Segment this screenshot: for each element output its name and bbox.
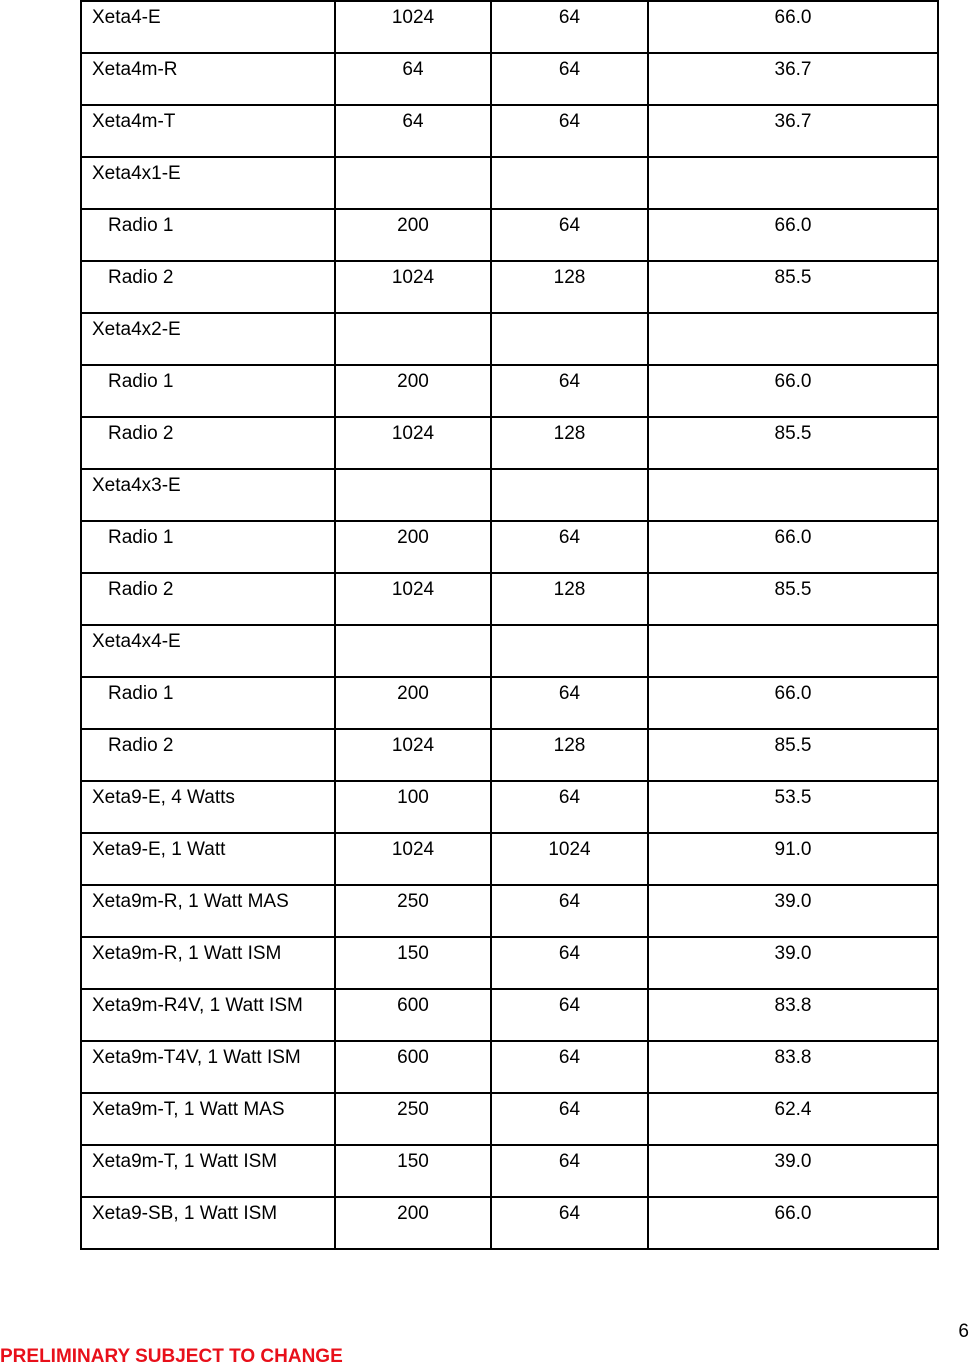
column-4-cell [648, 1197, 938, 1249]
column-4-cell [648, 937, 938, 989]
model-name-cell-text: Xeta9m-T, 1 Watt MAS [92, 1099, 285, 1120]
column-3-cell-text: 128 [553, 267, 586, 288]
column-4-cell-text: 39.0 [774, 1151, 812, 1172]
column-4-cell-text: 53.5 [774, 787, 812, 808]
model-name-cell [81, 1041, 335, 1093]
column-4-cell [648, 573, 938, 625]
column-2-cell-text [336, 470, 490, 474]
model-name-cell-text: Xeta4x4-E [92, 631, 181, 652]
column-3-cell [491, 313, 648, 365]
column-3-cell-text: 64 [558, 1047, 581, 1068]
column-4-cell [648, 53, 938, 105]
column-3-cell-text: 64 [558, 787, 581, 808]
column-4-cell-text: 85.5 [774, 423, 812, 444]
model-name-cell-text: Radio 1 [108, 527, 174, 548]
model-name-cell [81, 885, 335, 937]
column-4-cell-text [649, 470, 937, 474]
table-row [81, 1, 938, 53]
model-name-cell-text: Radio 2 [108, 423, 174, 444]
column-2-cell-text: 250 [397, 891, 429, 912]
column-4-cell [648, 105, 938, 157]
model-name-cell-text: Xeta9m-R, 1 Watt ISM [92, 943, 282, 964]
column-4-cell-text [649, 314, 937, 318]
model-name-cell [81, 573, 335, 625]
column-2-cell [335, 781, 491, 833]
model-name-cell [81, 1, 335, 53]
column-2-cell [335, 1, 491, 53]
column-4-cell-text: 83.8 [774, 1047, 812, 1068]
column-3-cell-text [492, 470, 647, 474]
column-4-cell-text: 83.8 [774, 995, 812, 1016]
table-row [81, 1197, 938, 1249]
column-3-cell [491, 729, 648, 781]
column-3-cell-text: 64 [558, 1203, 581, 1224]
table-body [81, 1, 938, 1249]
column-2-cell [335, 53, 491, 105]
column-2-cell [335, 833, 491, 885]
model-name-cell [81, 105, 335, 157]
column-4-cell-text: 66.0 [774, 215, 812, 236]
column-3-cell [491, 625, 648, 677]
column-4-cell-text: 85.5 [774, 735, 812, 756]
column-2-cell-text [336, 626, 490, 630]
column-3-cell-text: 64 [558, 111, 581, 132]
column-4-cell-text: 36.7 [774, 59, 812, 80]
column-4-cell [648, 989, 938, 1041]
model-name-cell-text: Xeta4m-T [92, 111, 176, 132]
preliminary-notice: PRELIMINARY SUBJECT TO CHANGE [0, 1346, 343, 1367]
table-row [81, 885, 938, 937]
table-row [81, 833, 938, 885]
column-2-cell [335, 417, 491, 469]
column-3-cell [491, 937, 648, 989]
table-row [81, 1041, 938, 1093]
column-3-cell-text [492, 158, 647, 162]
column-2-cell [335, 521, 491, 573]
table-row [81, 209, 938, 261]
column-3-cell [491, 53, 648, 105]
column-4-cell-text [649, 626, 937, 630]
column-4-cell-text: 39.0 [774, 891, 812, 912]
column-4-cell-text: 66.0 [774, 1203, 812, 1224]
column-2-cell-text: 1024 [391, 267, 435, 288]
column-2-cell-text: 600 [397, 1047, 429, 1068]
spec-table [80, 0, 939, 1250]
table-row [81, 53, 938, 105]
column-2-cell [335, 885, 491, 937]
column-2-cell-text: 200 [397, 683, 429, 704]
model-name-cell-text: Xeta4-E [92, 7, 161, 28]
column-4-cell [648, 261, 938, 313]
column-4-cell-text: 62.4 [774, 1099, 812, 1120]
column-3-cell [491, 833, 648, 885]
model-name-cell [81, 209, 335, 261]
column-4-cell [648, 625, 938, 677]
column-4-cell [648, 885, 938, 937]
column-4-cell-text: 39.0 [774, 943, 812, 964]
column-3-cell-text: 128 [553, 735, 586, 756]
column-4-cell [648, 417, 938, 469]
column-3-cell-text: 64 [558, 943, 581, 964]
model-name-cell-text: Radio 2 [108, 579, 174, 600]
column-3-cell-text: 64 [558, 7, 581, 28]
column-3-cell [491, 157, 648, 209]
column-2-cell [335, 365, 491, 417]
table-row [81, 313, 938, 365]
column-4-cell [648, 521, 938, 573]
column-3-cell [491, 677, 648, 729]
column-3-cell [491, 365, 648, 417]
column-4-cell [648, 469, 938, 521]
column-3-cell [491, 885, 648, 937]
column-4-cell [648, 781, 938, 833]
model-name-cell [81, 989, 335, 1041]
column-3-cell [491, 1, 648, 53]
column-3-cell-text: 64 [558, 215, 581, 236]
table-row [81, 677, 938, 729]
column-4-cell [648, 1, 938, 53]
column-4-cell [648, 1041, 938, 1093]
table-row [81, 729, 938, 781]
column-3-cell-text: 64 [558, 1099, 581, 1120]
column-4-cell-text: 36.7 [774, 111, 812, 132]
column-2-cell [335, 677, 491, 729]
model-name-cell-text: Radio 1 [108, 683, 174, 704]
table-row [81, 573, 938, 625]
model-name-cell [81, 417, 335, 469]
column-2-cell [335, 209, 491, 261]
column-4-cell [648, 1093, 938, 1145]
column-3-cell [491, 521, 648, 573]
column-4-cell-text: 66.0 [774, 371, 812, 392]
table-row [81, 625, 938, 677]
column-3-cell [491, 209, 648, 261]
column-3-cell-text: 128 [553, 579, 586, 600]
column-2-cell [335, 1041, 491, 1093]
column-2-cell-text: 1024 [391, 423, 435, 444]
model-name-cell [81, 781, 335, 833]
column-3-cell [491, 781, 648, 833]
model-name-cell-text: Xeta9m-R, 1 Watt MAS [92, 891, 289, 912]
model-name-cell [81, 1093, 335, 1145]
column-2-cell [335, 1093, 491, 1145]
column-3-cell-text: 64 [558, 527, 581, 548]
column-2-cell [335, 105, 491, 157]
column-3-cell-text: 64 [558, 59, 581, 80]
column-2-cell [335, 1145, 491, 1197]
model-name-cell [81, 833, 335, 885]
column-4-cell [648, 209, 938, 261]
model-name-cell [81, 313, 335, 365]
column-3-cell [491, 573, 648, 625]
column-2-cell-text: 600 [397, 995, 429, 1016]
model-name-cell [81, 469, 335, 521]
column-3-cell-text: 64 [558, 371, 581, 392]
model-name-cell-text: Xeta9m-T4V, 1 Watt ISM [92, 1047, 301, 1068]
model-name-cell [81, 937, 335, 989]
column-2-cell [335, 729, 491, 781]
column-2-cell-text: 1024 [391, 579, 435, 600]
column-2-cell [335, 573, 491, 625]
column-2-cell [335, 313, 491, 365]
column-2-cell-text [336, 314, 490, 318]
table-row [81, 1145, 938, 1197]
model-name-cell [81, 365, 335, 417]
model-name-cell [81, 521, 335, 573]
column-2-cell [335, 937, 491, 989]
column-3-cell-text: 1024 [548, 839, 591, 860]
column-2-cell [335, 261, 491, 313]
model-name-cell-text: Radio 1 [108, 371, 174, 392]
model-name-cell [81, 625, 335, 677]
model-name-cell [81, 261, 335, 313]
model-name-cell-text: Xeta4x3-E [92, 475, 181, 496]
model-name-cell [81, 157, 335, 209]
column-3-cell-text: 64 [558, 891, 581, 912]
column-2-cell-text: 64 [402, 111, 424, 132]
column-2-cell-text: 100 [397, 787, 429, 808]
column-2-cell [335, 157, 491, 209]
model-name-cell-text: Radio 1 [108, 215, 174, 236]
model-name-cell-text: Xeta9m-R4V, 1 Watt ISM [92, 995, 303, 1016]
column-3-cell-text: 64 [558, 995, 581, 1016]
column-2-cell-text: 200 [397, 527, 429, 548]
column-4-cell [648, 313, 938, 365]
column-3-cell [491, 105, 648, 157]
table-row [81, 1093, 938, 1145]
model-name-cell-text: Xeta9-SB, 1 Watt ISM [92, 1203, 278, 1224]
column-2-cell [335, 989, 491, 1041]
column-4-cell-text: 85.5 [774, 267, 812, 288]
table-row [81, 365, 938, 417]
column-2-cell-text: 200 [397, 1203, 429, 1224]
column-3-cell [491, 1197, 648, 1249]
column-2-cell-text: 1024 [391, 7, 435, 28]
column-4-cell-text: 66.0 [774, 7, 812, 28]
column-3-cell [491, 469, 648, 521]
table-row [81, 989, 938, 1041]
model-name-cell-text: Xeta4x2-E [92, 319, 181, 340]
column-3-cell [491, 261, 648, 313]
column-2-cell-text: 200 [397, 371, 429, 392]
column-4-cell-text: 66.0 [774, 683, 812, 704]
model-name-cell-text: Radio 2 [108, 735, 174, 756]
model-name-cell-text: Xeta9m-T, 1 Watt ISM [92, 1151, 278, 1172]
column-2-cell-text: 150 [397, 943, 429, 964]
spec-table-container [80, 0, 937, 1250]
column-3-cell-text: 64 [558, 683, 581, 704]
table-row [81, 417, 938, 469]
column-3-cell [491, 1093, 648, 1145]
model-name-cell-text: Xeta4x1-E [92, 163, 181, 184]
model-name-cell [81, 677, 335, 729]
model-name-cell [81, 53, 335, 105]
column-4-cell [648, 1145, 938, 1197]
table-row [81, 469, 938, 521]
column-4-cell-text: 66.0 [774, 527, 812, 548]
column-4-cell [648, 677, 938, 729]
column-2-cell [335, 1197, 491, 1249]
column-4-cell [648, 833, 938, 885]
model-name-cell-text: Xeta4m-R [92, 59, 178, 80]
page-number: 6 [958, 1321, 969, 1342]
model-name-cell-text: Xeta9-E, 4 Watts [92, 787, 235, 808]
column-3-cell-text: 128 [553, 423, 586, 444]
model-name-cell-text: Radio 2 [108, 267, 174, 288]
column-3-cell-text [492, 626, 647, 630]
column-4-cell-text [649, 158, 937, 162]
column-3-cell [491, 1041, 648, 1093]
column-2-cell-text: 150 [397, 1151, 429, 1172]
table-row [81, 157, 938, 209]
column-4-cell-text: 85.5 [774, 579, 812, 600]
table-row [81, 261, 938, 313]
column-3-cell-text [492, 314, 647, 318]
column-2-cell-text [336, 158, 490, 162]
column-4-cell-text: 91.0 [774, 839, 812, 860]
column-3-cell [491, 1145, 648, 1197]
column-3-cell [491, 417, 648, 469]
model-name-cell [81, 729, 335, 781]
column-4-cell [648, 729, 938, 781]
column-3-cell-text: 64 [558, 1151, 581, 1172]
column-2-cell-text: 1024 [391, 839, 435, 860]
column-2-cell-text: 1024 [391, 735, 435, 756]
model-name-cell [81, 1145, 335, 1197]
column-3-cell [491, 989, 648, 1041]
column-2-cell [335, 625, 491, 677]
table-row [81, 521, 938, 573]
table-row [81, 781, 938, 833]
column-2-cell [335, 469, 491, 521]
table-row [81, 937, 938, 989]
model-name-cell [81, 1197, 335, 1249]
column-4-cell [648, 365, 938, 417]
model-name-cell-text: Xeta9-E, 1 Watt [92, 839, 226, 860]
column-2-cell-text: 64 [402, 59, 424, 80]
column-2-cell-text: 250 [397, 1099, 429, 1120]
column-4-cell [648, 157, 938, 209]
column-2-cell-text: 200 [397, 215, 429, 236]
table-row [81, 105, 938, 157]
